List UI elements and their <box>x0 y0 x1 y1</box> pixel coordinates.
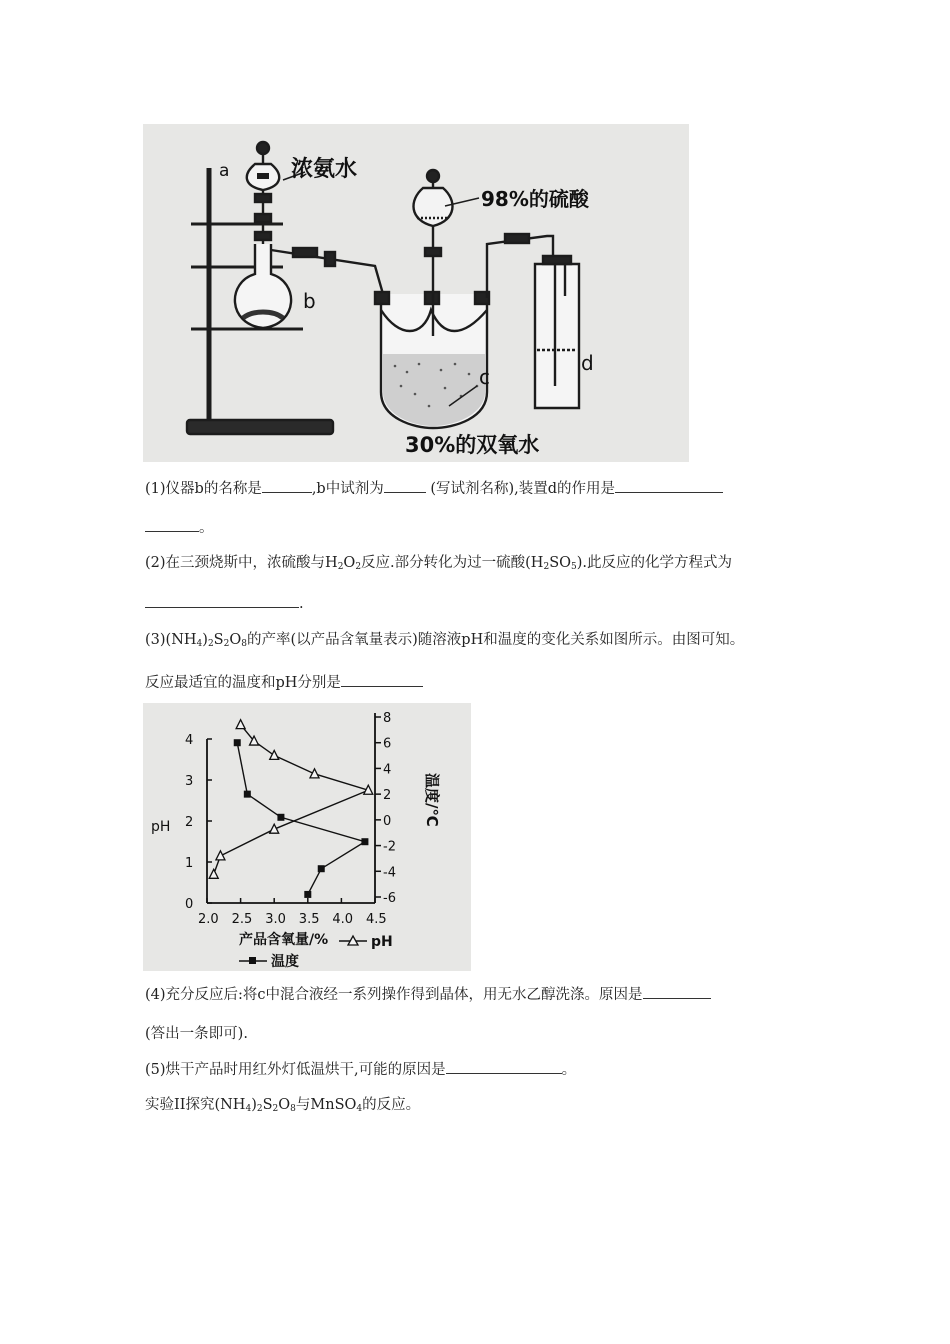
question-5: (5)烘干产品时用红外灯低温烘干,可能的原因是 。 <box>145 1059 576 1080</box>
yield-chart <box>143 703 471 971</box>
x-tick-label: 4.5 <box>366 912 387 927</box>
question-1-continued: 。 <box>145 517 214 538</box>
label-d: d <box>581 351 594 375</box>
ph-point <box>270 824 279 833</box>
chart-svg <box>143 703 471 971</box>
y-tick-label: 2 <box>185 815 194 830</box>
question-4-continued: (答出一条即可). <box>145 1026 248 1042</box>
answer-blank[interactable] <box>341 672 423 687</box>
legend-ph-label: pH <box>371 934 393 950</box>
temperature-point <box>277 814 284 821</box>
label-acid: 98%的硫酸 <box>481 187 589 211</box>
ph-point <box>209 869 218 878</box>
y-tick-label: 4 <box>185 733 194 748</box>
question-2-continued: . <box>145 593 304 614</box>
temperature-point <box>234 739 241 746</box>
label-c: c <box>479 365 490 389</box>
y-axis-label: pH <box>151 819 171 835</box>
question-3-continued: 反应最适宜的温度和pH分别是 <box>145 672 423 693</box>
label-b: b <box>303 289 316 313</box>
x-tick-label: 3.0 <box>265 912 286 927</box>
x-tick-label: 3.5 <box>298 912 320 927</box>
apparatus-figure <box>143 124 689 462</box>
answer-blank[interactable] <box>643 984 711 999</box>
y-tick-label: 1 <box>185 856 194 871</box>
answer-blank[interactable] <box>384 478 426 493</box>
y2-tick-label: -6 <box>383 891 396 906</box>
question-4: (4)充分反应后:将c中混合液经一系列操作得到晶体，用无水乙醇洗涤。原因是 <box>145 984 711 1005</box>
label-h2o2: 30%的双氧水 <box>405 433 540 457</box>
x-tick-label: 2.0 <box>198 912 219 927</box>
y2-tick-label: 0 <box>383 813 392 829</box>
legend-temp-marker <box>249 957 256 964</box>
answer-blank[interactable] <box>446 1059 562 1074</box>
label-ammonia: 浓氨水 <box>291 157 358 182</box>
answer-blank[interactable] <box>145 517 199 532</box>
temperature-point <box>318 865 325 872</box>
y2-tick-label: 4 <box>383 762 392 778</box>
ph-point <box>216 851 225 860</box>
question-1: (1)仪器b的名称是 ,b中试剂为 (写试剂名称),装置d的作用是 <box>145 478 723 499</box>
y2-tick-label: 8 <box>383 711 392 726</box>
legend-temp-label: 温度 <box>271 954 299 970</box>
y-tick-label: 0 <box>185 897 194 912</box>
x-tick-label: 4.0 <box>332 912 354 927</box>
x-tick-label: 2.5 <box>231 912 253 927</box>
temperature-point <box>244 791 251 798</box>
question-3: $(3)(NH_4)_2S_2O_8$的产率(以产品含氧量表示)随溶液pH和温度的变化关系如图所示。由图可知。 <box>145 632 745 649</box>
question-2: (2)在三颈烧斯中，浓硫酸与$H_2O_2$反应.部分转化为过一硫酸$(H_2SO_5)$.此反应的化学方程式为 <box>145 555 733 572</box>
x-axis-label: 产品含氧量/% <box>239 932 329 948</box>
temperature-point <box>304 891 311 898</box>
label-a: a <box>219 161 230 181</box>
experiment-2-heading: 实验II探究$(NH_4)_2S_2O_8$与MnSO$_4$的反应。 <box>145 1097 421 1114</box>
apparatus-drawing <box>143 124 689 462</box>
y2-axis-label: 温度/℃ <box>423 773 441 827</box>
answer-blank[interactable] <box>145 593 299 608</box>
y2-tick-label: -2 <box>383 839 396 855</box>
y2-tick-label: -4 <box>383 865 396 881</box>
y2-tick-label: 2 <box>383 788 392 804</box>
ph-point <box>236 720 245 729</box>
answer-blank[interactable] <box>262 478 312 493</box>
ph-point <box>310 769 319 778</box>
y-tick-label: 3 <box>185 774 194 789</box>
temperature-point <box>361 838 368 845</box>
answer-blank[interactable] <box>615 478 723 493</box>
ph-point <box>270 750 279 759</box>
series-line-ph <box>214 725 369 875</box>
y2-tick-label: 6 <box>383 736 392 752</box>
